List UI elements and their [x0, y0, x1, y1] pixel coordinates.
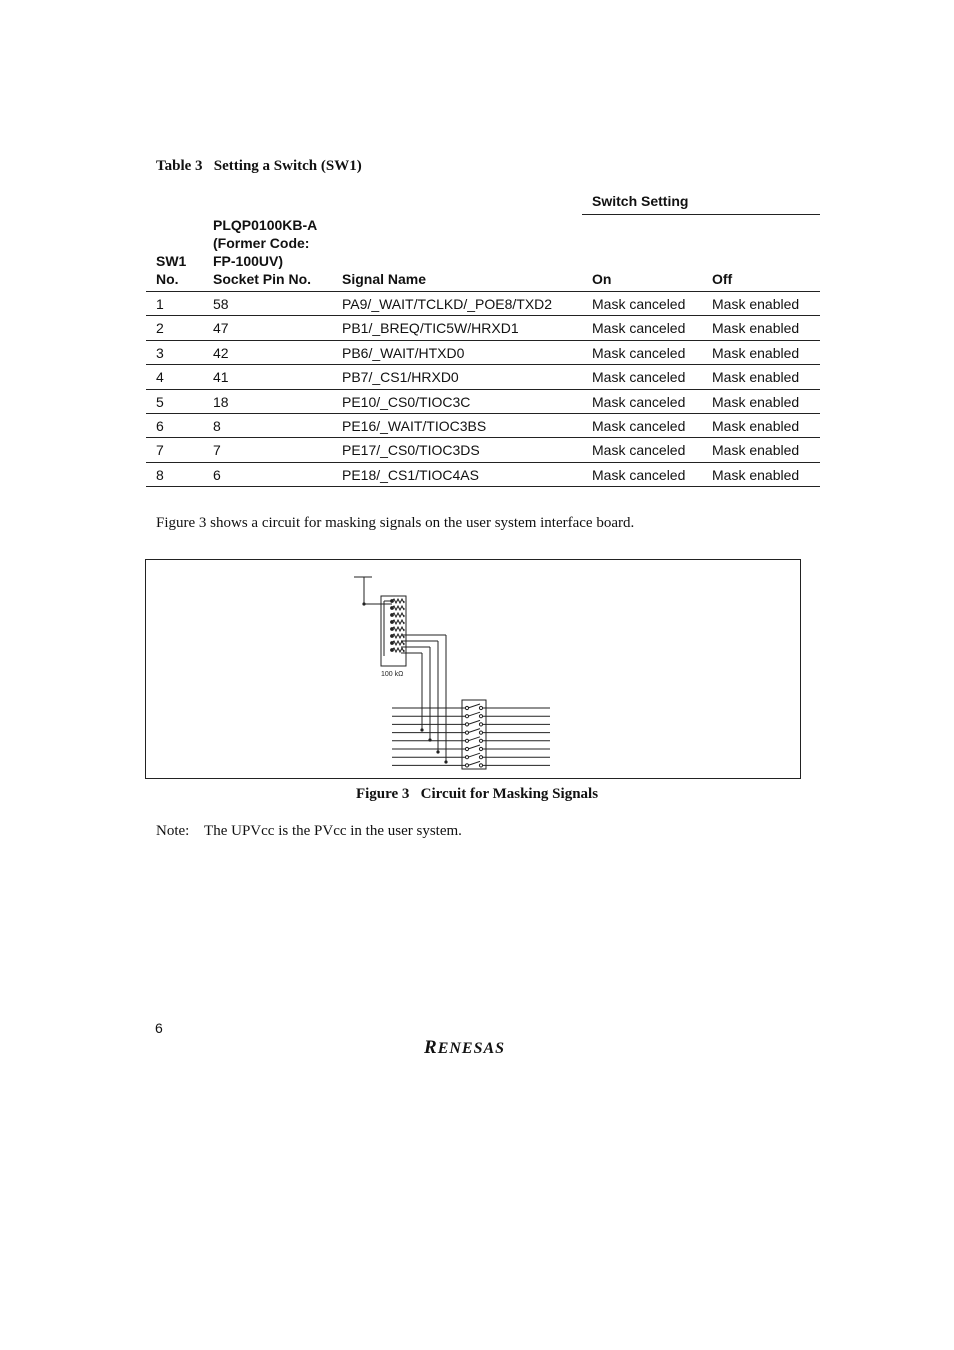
- body-paragraph: Figure 3 shows a circuit for masking signals on the user system interface board.: [156, 515, 635, 531]
- table-row: [146, 390, 820, 414]
- header-off: Off: [712, 271, 733, 287]
- cell-on: Mask canceled: [592, 466, 686, 483]
- cell-on: Mask canceled: [592, 418, 686, 434]
- cell-off: Mask enabled: [712, 442, 800, 459]
- group-header-rule: [582, 214, 820, 215]
- renesas-logo: RENESAS: [424, 1037, 506, 1058]
- cell-on: Mask canceled: [592, 344, 686, 361]
- row-rule: [146, 486, 820, 487]
- table-row: [146, 365, 820, 389]
- header-on: On: [592, 271, 612, 287]
- cell-on: Mask canceled: [592, 320, 686, 337]
- table-row: [146, 414, 820, 438]
- cell-pin: 18: [213, 393, 229, 410]
- cell-on: Mask canceled: [592, 442, 686, 459]
- cell-off: Mask enabled: [712, 418, 800, 434]
- table-caption: Table 3 Setting a Switch (SW1): [156, 158, 362, 174]
- figure-caption: Figure 3 Circuit for Masking Signals: [355, 786, 599, 802]
- cell-off: Mask enabled: [712, 320, 800, 337]
- cell-off: Mask enabled: [712, 369, 800, 386]
- cell-pin: 41: [213, 369, 229, 386]
- cell-pin: 8: [213, 418, 221, 434]
- cell-pin: 42: [213, 344, 229, 361]
- cell-pin: 7: [213, 442, 221, 459]
- cell-signal: PA9/_WAIT/TCLKD/_POE8/TXD2: [342, 296, 553, 312]
- cell-pin: 58: [213, 296, 229, 312]
- switch-setting-header: Switch Setting: [592, 193, 689, 209]
- cell-signal: PB1/_BREQ/TIC5W/HRXD1: [342, 320, 519, 337]
- cell-signal: PE17/_CS0/TIOC3DS: [342, 442, 480, 459]
- cell-sw: 6: [156, 418, 164, 434]
- header-socket-pin: PLQP0100KB-A (Former Code: FP-100UV) Socket Pin No.: [213, 217, 318, 287]
- cell-off: Mask enabled: [712, 296, 800, 312]
- cell-signal: PE16/_WAIT/TIOC3BS: [342, 418, 487, 434]
- resistor-label: 100 kΩ: [381, 671, 404, 678]
- table-row: [146, 292, 820, 316]
- header-sw1: SW1 No.: [156, 253, 187, 287]
- cell-sw: 8: [156, 466, 164, 483]
- cell-on: Mask canceled: [592, 296, 686, 312]
- cell-on: Mask canceled: [592, 393, 686, 410]
- cell-pin: 6: [213, 466, 221, 483]
- figure-box: [145, 559, 801, 779]
- note-text: Note: The UPVcc is the PVcc in the user system.: [156, 823, 462, 839]
- cell-sw: 2: [156, 320, 164, 337]
- cell-signal: PE10/_CS0/TIOC3C: [342, 393, 471, 410]
- table-row: [146, 463, 820, 487]
- cell-signal: PE18/_CS1/TIOC4AS: [342, 466, 479, 483]
- cell-off: Mask enabled: [712, 466, 800, 483]
- table-row: [146, 341, 820, 365]
- cell-sw: 4: [156, 369, 164, 386]
- cell-signal: PB6/_WAIT/HTXD0: [342, 344, 465, 361]
- cell-off: Mask enabled: [712, 393, 800, 410]
- cell-sw: 7: [156, 442, 164, 459]
- header-signal-name: Signal Name: [342, 271, 427, 287]
- masking-circuit-diagram: [146, 560, 800, 778]
- cell-off: Mask enabled: [712, 344, 800, 361]
- cell-sw: 1: [156, 296, 164, 312]
- cell-sw: 5: [156, 393, 164, 410]
- cell-sw: 3: [156, 344, 164, 361]
- cell-on: Mask canceled: [592, 369, 686, 386]
- table-row: [146, 438, 820, 462]
- table-row: [146, 316, 820, 340]
- cell-pin: 47: [213, 320, 229, 337]
- cell-signal: PB7/_CS1/HRXD0: [342, 369, 459, 386]
- page-number: 6: [155, 1020, 163, 1036]
